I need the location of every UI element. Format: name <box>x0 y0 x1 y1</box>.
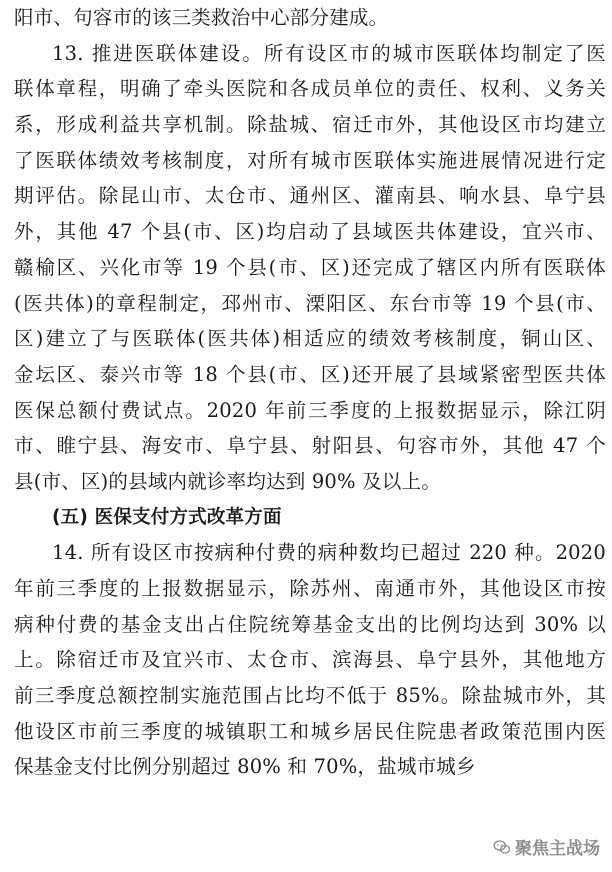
text-line: 区)建立了与医联体(医共体)相适应的绩效考核制度，铜山区、 <box>14 327 606 351</box>
text-line: 14. 所有设区市按病种付费的病种数均已超过 220 种。2020 <box>52 541 606 565</box>
text-line: 上。除宿迁市及宜兴市、太仓市、滨海县、阜宁县外，其他地方 <box>14 648 606 672</box>
text-line: 系，形成利益共享机制。除盐城、宿迁市外，其他设区市均建立 <box>14 113 606 137</box>
text-line: 阳市、句容市的该三类救治中心部分建成。 <box>14 6 389 29</box>
wechat-icon <box>493 838 511 856</box>
text-line: 联体章程，明确了牵头医院和各成员单位的责任、权利、义务关 <box>14 77 606 101</box>
text-line: 保基金支付比例分别超过 80% 和 70%，盐城市城乡 <box>14 755 476 779</box>
text-line: 医保总额付费试点。2020 年前三季度的上报数据显示，除江阴 <box>14 398 606 422</box>
text-line: 期评估。除昆山市、太仓市、通州区、灌南县、响水县、阜宁县 <box>14 184 606 208</box>
text-line: 县(市、区)的县域内就诊率均达到 90% 及以上。 <box>14 469 441 493</box>
text-line: 赣榆区、兴化市等 19 个县(市、区)还完成了辖区内所有医联体 <box>14 255 606 279</box>
text-line: 年前三季度的上报数据显示，除苏州、南通市外，其他设区市按 <box>14 577 606 600</box>
watermark-text: 聚焦主战场 <box>515 839 600 859</box>
text-line: 前三季度总额控制实施范围占比均不低于 85%。除盐城市外，其 <box>14 684 606 708</box>
text-line: 外，其他 47 个县(市、区)均启动了县域医共体建设，宜兴市、 <box>14 220 606 244</box>
text-line: 市、睢宁县、海安市、阜宁县、射阳县、句容市外，其他 47 个 <box>14 434 606 458</box>
text-line: 病种付费的基金支出占住院统筹基金支出的比例均达到 30% 以 <box>14 612 606 636</box>
text-line: 了医联体绩效考核制度，对所有城市医联体实施进展情况进行定 <box>14 148 606 172</box>
section-heading: (五) 医保支付方式改革方面 <box>52 506 282 528</box>
text-line: 13. 推进医联体建设。所有设区市的城市医联体均制定了医 <box>52 41 606 65</box>
document-page <box>14 0 606 785</box>
text-line: (医共体)的章程制定，邳州市、溧阳区、东台市等 19 个县(市、 <box>14 291 606 315</box>
text-line: 金坛区、泰兴市等 18 个县(市、区)还开展了县域紧密型医共体 <box>14 362 606 386</box>
text-line: 他设区市前三季度的城镇职工和城乡居民住院患者政策范围内医 <box>14 719 606 743</box>
watermark <box>489 833 604 860</box>
